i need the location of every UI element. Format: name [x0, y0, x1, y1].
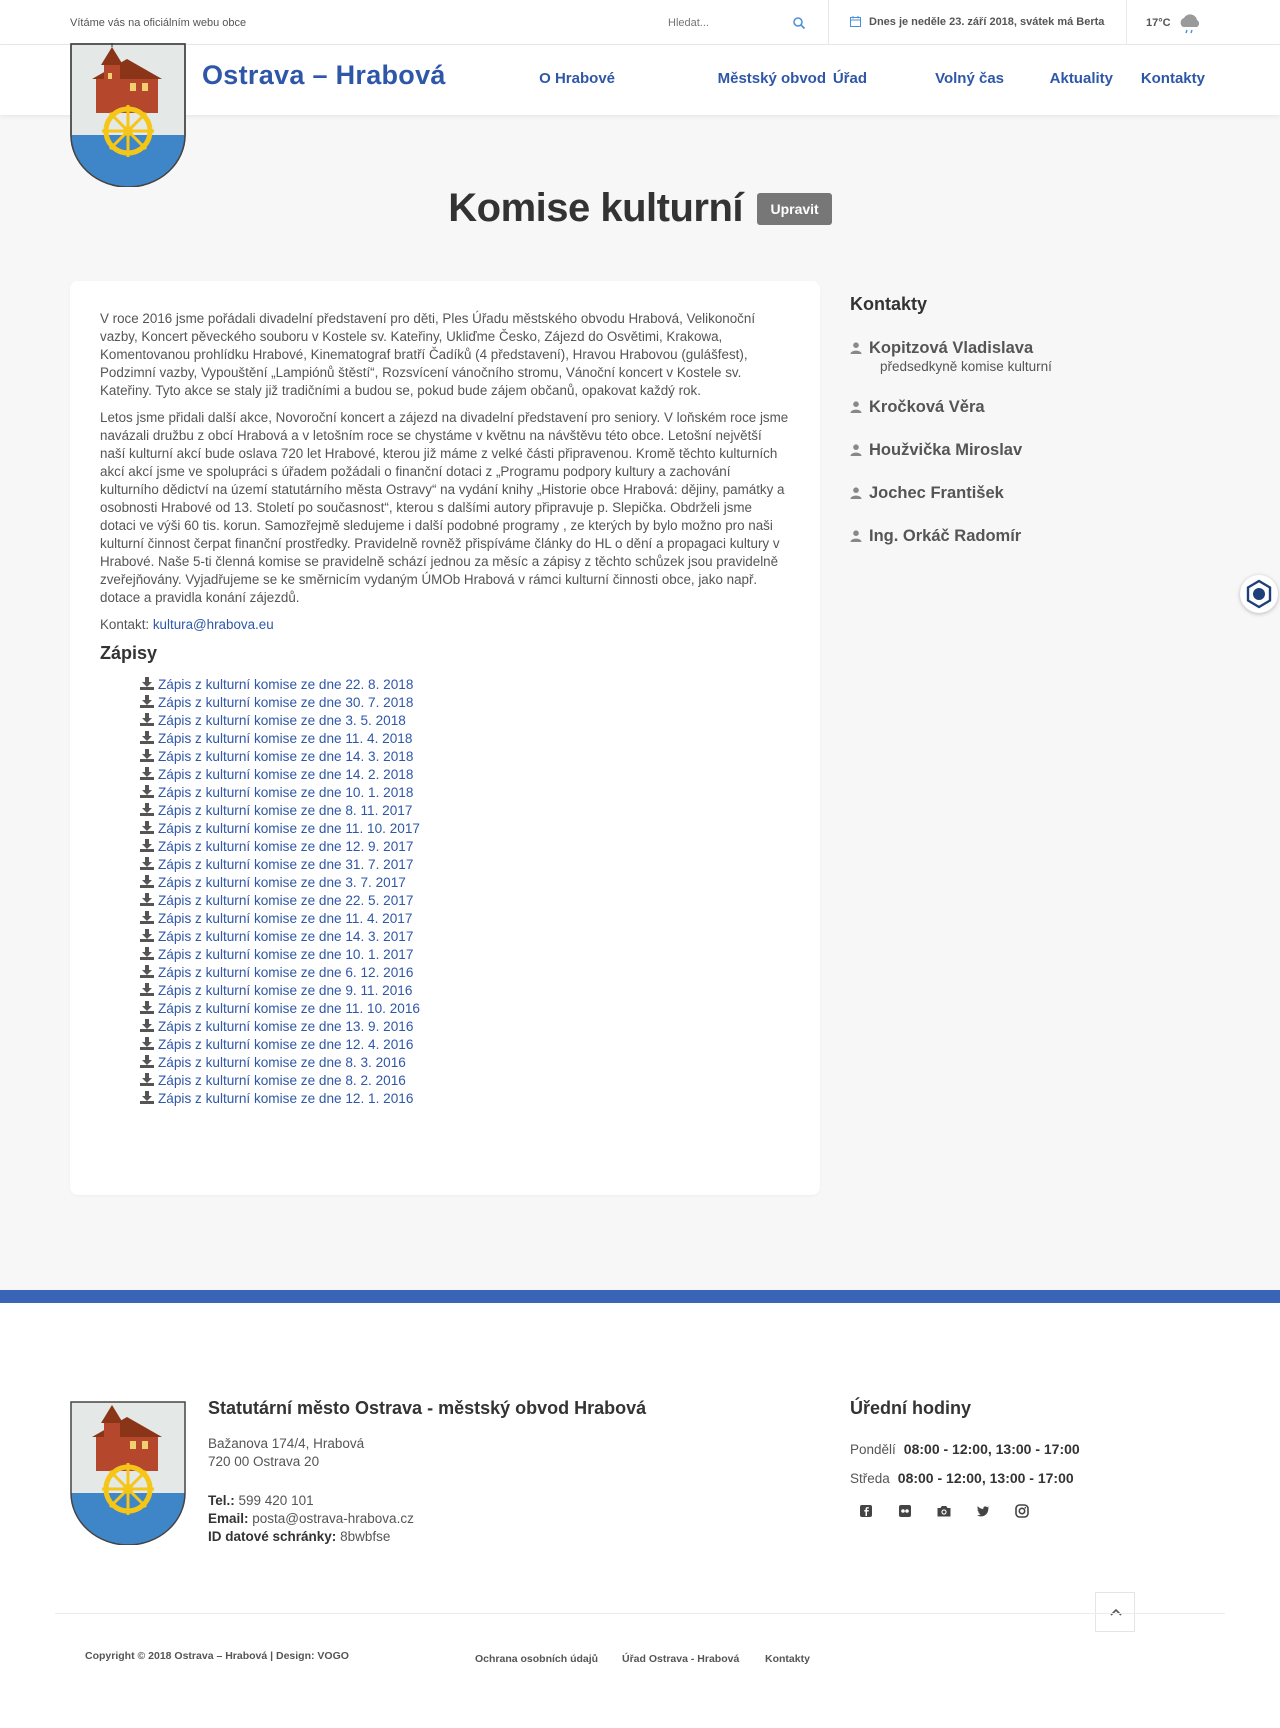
- minutes-link[interactable]: Zápis z kulturní komise ze dne 31. 7. 2017: [158, 857, 414, 872]
- paragraph: Letos jsme přidali další akce, Novoroční koncert a zájezd na divadelní představení pro seniory. V loňském roce jsme navázali družbu z obcí Hrabová a v letošním roce se chystáme v květnu na návštěvu této obce. Letošní největší naší kulturní akcí bude oslava 720 let Hrabové, kterou již máme z velké části připravenou. Kromě těchto kulturních akcí akcí jsme ve spolupráci s úřadem požádali o finanční dotaci z „Programu podpory kultury a zachování kulturního dědictví na území statutárního města Ostravy“ na vydání knihy „Historie obce Hrabová: dějiny, památky a osobnosti Hrabové od 13. Století po současnost“, kterou s dalšími autory připravuje p. Slepička. Obdrželi jsme dotaci ve výši 60 tis. korun. Samozřejmě sledujeme i další podobné programy , ze kterých by bylo možno pro naši kulturní činnost čerpat finanční prostředky. Pravidelně rovněž přispíváme články do HL o dění a propagaci kultury v Hrabové. Naše 5-ti členná komise se pravidelně schází jednou za měsíc a zápisy z těchto schůzek jsou pravidelně zveřejňovány. Vyjadřujeme se ke směrnicím vydaným ÚMOb Hrabová v rámci kulturní činnosti obce, jako např. dotace a pravidla konání zájezdů.: [100, 410, 789, 605]
- minutes-link[interactable]: Zápis z kulturní komise ze dne 8. 11. 2017: [158, 803, 413, 818]
- target-icon: [1240, 575, 1278, 613]
- hours-time: 08:00 - 12:00, 13:00 - 17:00: [903, 1441, 1080, 1457]
- email-label: Email:: [208, 1511, 249, 1526]
- sidebar-heading: Kontakty: [850, 294, 928, 314]
- minutes-item: [140, 982, 790, 1000]
- download-icon: [140, 713, 154, 726]
- divider: [1126, 0, 1127, 45]
- datbox-value: 8bwbfse: [340, 1529, 391, 1544]
- contact-name[interactable]: Houžvička Miroslav: [869, 441, 1023, 459]
- minutes-item: [140, 946, 790, 964]
- paragraph: V roce 2016 jsme pořádali divadelní představení pro děti, Ples Úřadu městského obvodu Hrabová, Velikonoční vazby, Koncert pěveckého souboru v Kostele sv. Kateřiny, Ukliďme Česko, Zájezd do Osvětimi, Krakowa, Komentovanou prohlídku Hrabové, Kinematograf bratří Čadíků (4 představení), Hravou Hrabovou (gulášfest), Podzimní vazby, Vypouštění „Lampiónů štěstí“, Rozsvícení vánočního stromu, Vánoční koncert v Kostele sv. Kateřiny. Tyto akce se staly již tradičními a budou se, pokud bude zájem občanů, opakovat každý rok.: [100, 311, 756, 398]
- minutes-link[interactable]: Zápis z kulturní komise ze dne 22. 8. 2018: [158, 677, 414, 692]
- minutes-link[interactable]: Zápis z kulturní komise ze dne 11. 4. 2018: [158, 731, 413, 746]
- user-icon: [850, 401, 862, 413]
- minutes-link[interactable]: Zápis z kulturní komise ze dne 6. 12. 2016: [158, 965, 414, 980]
- tel-value: 599 420 101: [238, 1493, 314, 1508]
- contacts-list: [850, 339, 1170, 546]
- datbox-label: ID datové schránky:: [208, 1529, 337, 1544]
- address-line: Bažanova 174/4, Hrabová: [208, 1436, 365, 1451]
- minutes-link[interactable]: Zápis z kulturní komise ze dne 12. 4. 2016: [158, 1037, 414, 1052]
- minutes-item: [140, 676, 790, 694]
- address-line: 720 00 Ostrava 20: [208, 1454, 320, 1469]
- contact-item: [850, 441, 1170, 460]
- hours-heading: Úřední hodiny: [850, 1398, 971, 1418]
- download-icon: [140, 911, 154, 924]
- download-icon: [140, 857, 154, 870]
- nav-mestsky-obvod[interactable]: Městský obvod: [717, 70, 826, 87]
- contact-name-row: [850, 398, 1170, 417]
- contact-name[interactable]: Kročková Věra: [869, 398, 985, 416]
- download-icon: [140, 677, 154, 690]
- download-icon: [140, 785, 154, 798]
- download-icon: [140, 839, 154, 852]
- minutes-link[interactable]: Zápis z kulturní komise ze dne 10. 1. 2017: [158, 947, 414, 962]
- calendar-icon: [850, 16, 861, 27]
- download-icon: [140, 929, 154, 942]
- download-icon: [140, 893, 154, 906]
- main-header: [0, 45, 1280, 115]
- search-input[interactable]: [668, 13, 788, 33]
- camera-icon[interactable]: [936, 1503, 952, 1519]
- user-icon: [850, 444, 862, 456]
- minutes-item: [140, 766, 790, 784]
- minutes-link[interactable]: Zápis z kulturní komise ze dne 22. 5. 2017: [158, 893, 414, 908]
- office-hours: [850, 1435, 1080, 1493]
- email-value[interactable]: posta@ostrava-hrabova.cz: [252, 1511, 414, 1526]
- coat-of-arms-logo[interactable]: [70, 43, 186, 187]
- minutes-item: [140, 1000, 790, 1018]
- minutes-item: [140, 928, 790, 946]
- footer-link-contacts[interactable]: Kontakty: [765, 1653, 810, 1665]
- download-icon: [140, 695, 154, 708]
- user-icon: [850, 342, 862, 354]
- date-text: Dnes je neděle 23. září 2018, svátek má Berta: [869, 16, 1105, 28]
- footer-contacts: [208, 1492, 414, 1546]
- minutes-item: [140, 712, 790, 730]
- download-icon: [140, 1019, 154, 1032]
- minutes-item: [140, 820, 790, 838]
- download-icon: [140, 749, 154, 762]
- minutes-item: [140, 748, 790, 766]
- contact-role: předsedkyně komise kulturní: [880, 359, 1052, 374]
- footer: [0, 1303, 1280, 1728]
- contact-item: [850, 339, 1170, 374]
- footer-coat-of-arms-logo: [70, 1401, 186, 1545]
- footer-stripe: [0, 1290, 1280, 1303]
- hours-day: Středa: [850, 1471, 890, 1486]
- contact-line: [100, 616, 790, 634]
- footer-org-name: Statutární město Ostrava - městský obvod Hrabová: [208, 1398, 647, 1418]
- site-title[interactable]: Ostrava – Hrabová: [202, 60, 446, 90]
- minutes-item: [140, 1018, 790, 1036]
- hours-time: 08:00 - 12:00, 13:00 - 17:00: [897, 1470, 1074, 1486]
- minutes-item: [140, 856, 790, 874]
- minutes-link[interactable]: Zápis z kulturní komise ze dne 14. 3. 2018: [158, 749, 414, 764]
- download-icon: [140, 1055, 154, 1068]
- nav-volny-cas[interactable]: Volný čas: [935, 70, 1004, 87]
- temperature: 17°C: [1146, 17, 1171, 29]
- download-icon: [140, 1037, 154, 1050]
- copyright: Copyright © 2018 Ostrava – Hrabová | Design: VOGO: [85, 1650, 349, 1662]
- minutes-heading: Zápisy: [100, 643, 158, 663]
- edit-button[interactable]: Upravit: [757, 193, 831, 225]
- welcome-text: Vítáme vás na oficiálním webu obce: [70, 17, 247, 29]
- footer-divider: [55, 1613, 1225, 1614]
- sidebar: [850, 294, 1170, 570]
- back-to-top-button[interactable]: [1095, 1592, 1135, 1632]
- minutes-link[interactable]: Zápis z kulturní komise ze dne 8. 3. 2016: [158, 1055, 406, 1070]
- minutes-item: [140, 1090, 790, 1108]
- minutes-link[interactable]: Zápis z kulturní komise ze dne 3. 7. 2017: [158, 875, 406, 890]
- minutes-item: [140, 892, 790, 910]
- divider: [828, 0, 829, 45]
- footer-link-office[interactable]: Úřad Ostrava - Hrabová: [622, 1653, 740, 1665]
- minutes-item: [140, 964, 790, 982]
- minutes-link[interactable]: Zápis z kulturní komise ze dne 11. 10. 2016: [158, 1001, 420, 1016]
- minutes-item: [140, 910, 790, 928]
- top-bar: [0, 0, 1280, 45]
- minutes-link[interactable]: Zápis z kulturní komise ze dne 10. 1. 2018: [158, 785, 414, 800]
- contact-name-row: [850, 441, 1170, 460]
- contact-name-row: [850, 484, 1170, 503]
- rain-cloud-icon: [1176, 12, 1204, 36]
- page-title: Komise kulturní: [448, 186, 744, 230]
- download-icon: [140, 731, 154, 744]
- download-icon: [140, 803, 154, 816]
- contact-name-row: [850, 339, 1170, 358]
- search-box: [650, 0, 820, 45]
- minutes-item: [140, 694, 790, 712]
- minutes-item: [140, 1072, 790, 1090]
- minutes-item: [140, 730, 790, 748]
- minutes-link[interactable]: Zápis z kulturní komise ze dne 14. 3. 2017: [158, 929, 414, 944]
- minutes-item: [140, 784, 790, 802]
- minutes-item: [140, 1036, 790, 1054]
- download-icon: [140, 947, 154, 960]
- content-card: [70, 281, 820, 1195]
- contact-label: Kontakt:: [100, 617, 153, 632]
- download-icon: [140, 1001, 154, 1014]
- date-info: [850, 16, 1104, 28]
- download-icon: [140, 767, 154, 780]
- minutes-link[interactable]: Zápis z kulturní komise ze dne 13. 9. 2016: [158, 1019, 414, 1034]
- minutes-link[interactable]: Zápis z kulturní komise ze dne 30. 7. 2018: [158, 695, 414, 710]
- tel-label: Tel.:: [208, 1493, 235, 1508]
- hours-row: [850, 1435, 1080, 1464]
- download-icon: [140, 965, 154, 978]
- minutes-item: [140, 874, 790, 892]
- minutes-link[interactable]: Zápis z kulturní komise ze dne 14. 2. 2018: [158, 767, 414, 782]
- download-icon: [140, 875, 154, 888]
- contact-item: [850, 398, 1170, 417]
- hours-row: [850, 1464, 1080, 1493]
- minutes-link[interactable]: Zápis z kulturní komise ze dne 3. 5. 2018: [158, 713, 406, 728]
- hours-day: Pondělí: [850, 1442, 896, 1457]
- minutes-link[interactable]: Zápis z kulturní komise ze dne 11. 10. 2017: [158, 821, 420, 836]
- minutes-link[interactable]: Zápis z kulturní komise ze dne 11. 4. 2017: [158, 911, 413, 926]
- minutes-item: [140, 1054, 790, 1072]
- minutes-link[interactable]: Zápis z kulturní komise ze dne 12. 9. 2017: [158, 839, 414, 854]
- footer-link-privacy[interactable]: Ochrana osobních údajů: [475, 1653, 599, 1665]
- download-icon: [140, 1091, 154, 1104]
- contact-name[interactable]: Kopitzová Vladislava: [869, 339, 1034, 357]
- contact-item: [850, 527, 1170, 546]
- user-icon: [850, 487, 862, 499]
- nav-urad[interactable]: Úřad: [832, 70, 867, 87]
- contact-item: [850, 484, 1170, 503]
- minutes-link[interactable]: Zápis z kulturní komise ze dne 12. 1. 2016: [158, 1091, 414, 1106]
- instagram-icon[interactable]: [1014, 1503, 1030, 1519]
- twitter-icon[interactable]: [975, 1503, 991, 1519]
- download-icon: [140, 983, 154, 996]
- minutes-item: [140, 838, 790, 856]
- nav-aktuality[interactable]: Aktuality: [1049, 70, 1113, 87]
- facebook-icon[interactable]: [858, 1503, 874, 1519]
- footer-address: [208, 1435, 364, 1471]
- minutes-item: [140, 802, 790, 820]
- accessibility-button[interactable]: [1240, 575, 1278, 613]
- download-icon: [140, 821, 154, 834]
- nav-kontakty[interactable]: Kontakty: [1140, 70, 1205, 87]
- flickr-icon[interactable]: [897, 1503, 913, 1519]
- user-icon: [850, 530, 862, 542]
- minutes-link[interactable]: Zápis z kulturní komise ze dne 9. 11. 2016: [158, 983, 413, 998]
- contact-name-row: [850, 527, 1170, 546]
- minutes-link[interactable]: Zápis z kulturní komise ze dne 8. 2. 2016: [158, 1073, 406, 1088]
- download-icon: [140, 1073, 154, 1086]
- contact-name[interactable]: Ing. Orkáč Radomír: [869, 527, 1022, 545]
- search-icon[interactable]: [792, 16, 806, 30]
- nav-o-hrabove[interactable]: O Hrabové: [539, 70, 615, 87]
- page-title-row: [0, 186, 1280, 231]
- minutes-list: [140, 676, 790, 1108]
- contact-email-link[interactable]: kultura@hrabova.eu: [152, 617, 274, 632]
- contact-name[interactable]: Jochec František: [869, 484, 1004, 502]
